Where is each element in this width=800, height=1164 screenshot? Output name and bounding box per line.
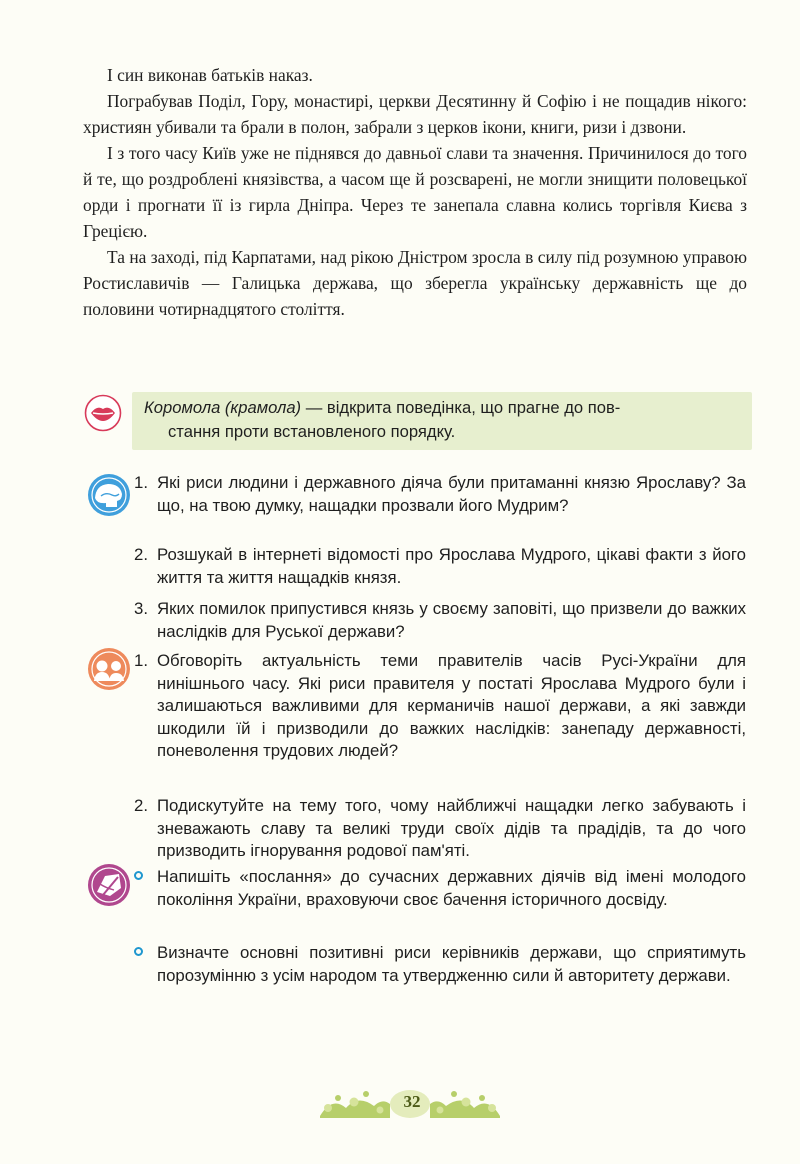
bullet-icon bbox=[134, 947, 143, 956]
question-item bbox=[134, 598, 746, 643]
question-item bbox=[134, 650, 746, 763]
paragraph: І з того часу Київ уже не піднявся до давньої слави та значення. Причинилося до того й те, що роздроблені князівства, а часом ще й розсварені, не могли знищити половецької орди і прогнати її із гирла Дніпра. Через те занепала славна колись торгівля Києва з Грецією. bbox=[83, 143, 747, 241]
thinking-head-icon bbox=[86, 472, 132, 518]
glossary-text bbox=[144, 396, 740, 444]
question-text: Розшукай в інтернеті відомості про Ярослава Мудрого, цікаві факти з його життя та життя нащадків князя. bbox=[157, 545, 746, 587]
task-text: Визначте основні позитивні риси керівників держави, що сприятимуть порозумінню з усім народом та утвердженню сили й авторитету держави. bbox=[157, 943, 746, 985]
question-text: Яких помилок припустився князь у своєму заповіті, що призвели до важких наслідків для Руської держави? bbox=[157, 599, 746, 641]
question-number: 2. bbox=[134, 545, 148, 564]
question-item bbox=[134, 795, 746, 863]
glossary-definition: відкрита поведінка, що прагне до пов- bbox=[326, 398, 621, 417]
paragraph: Та на заході, під Карпатами, над рікою Дністром зросла в силу під розумною управою Ростиславичів — Галицька держава, що зберегла українську державність ще до половини чотирнадцятого століття. bbox=[83, 247, 747, 319]
question-item bbox=[134, 544, 746, 589]
task-text: Напишіть «послання» до сучасних державних діячів від імені молодого покоління України, враховуючи своє бачення історичного досвіду. bbox=[157, 867, 746, 909]
task-item bbox=[134, 942, 746, 987]
paragraph: Пограбував Поділ, Гору, монастирі, церкви Десятинну й Софію і не пощадив нікого: християн убивали та брали в полон, забрали з церков ікони, книги, ризи і дзвони. bbox=[83, 91, 747, 137]
question-text: Які риси людини і державного діяча були притаманні князю Ярославу? За що, на твою думку, нащадки прозвали його Мудрим? bbox=[157, 473, 746, 515]
page-number: 32 bbox=[403, 1092, 421, 1111]
question-number: 2. bbox=[134, 796, 148, 815]
glossary-dash: — bbox=[301, 398, 327, 417]
discussion-people-icon bbox=[86, 646, 132, 692]
glossary-box bbox=[84, 392, 764, 452]
question-number: 1. bbox=[134, 651, 148, 670]
pen-writing-icon bbox=[86, 862, 132, 908]
question-number: 3. bbox=[134, 599, 148, 618]
glossary-term: Коромола (крамола) bbox=[144, 398, 302, 417]
paragraph: І син виконав батьків наказ. bbox=[107, 65, 313, 85]
page-footer bbox=[318, 1086, 502, 1122]
question-item bbox=[134, 472, 746, 517]
question-text: Обговоріть актуальність теми правителів часів Русі-України для нинішнього часу. Які риси правителя у постаті Ярослава Мудрого були і залишаються важливими для керманичів нашої держави, а які завжди шкодили їй і призводили до важких наслідків: занепаду державності, поневолення трудових людей? bbox=[157, 651, 746, 760]
question-number: 1. bbox=[134, 473, 148, 492]
lips-icon bbox=[84, 394, 122, 432]
question-text: Подискутуйте на тему того, чому найближчі нащадки легко забувають і зневажають славу та великі труди своїх дідів та прадідів, та до чого призводить ігнорування родової пам'яті. bbox=[157, 796, 746, 860]
task-item bbox=[134, 866, 746, 911]
glossary-definition-cont: стання проти встановленого порядку. bbox=[168, 422, 456, 441]
bullet-icon bbox=[134, 871, 143, 880]
main-text bbox=[83, 62, 747, 322]
